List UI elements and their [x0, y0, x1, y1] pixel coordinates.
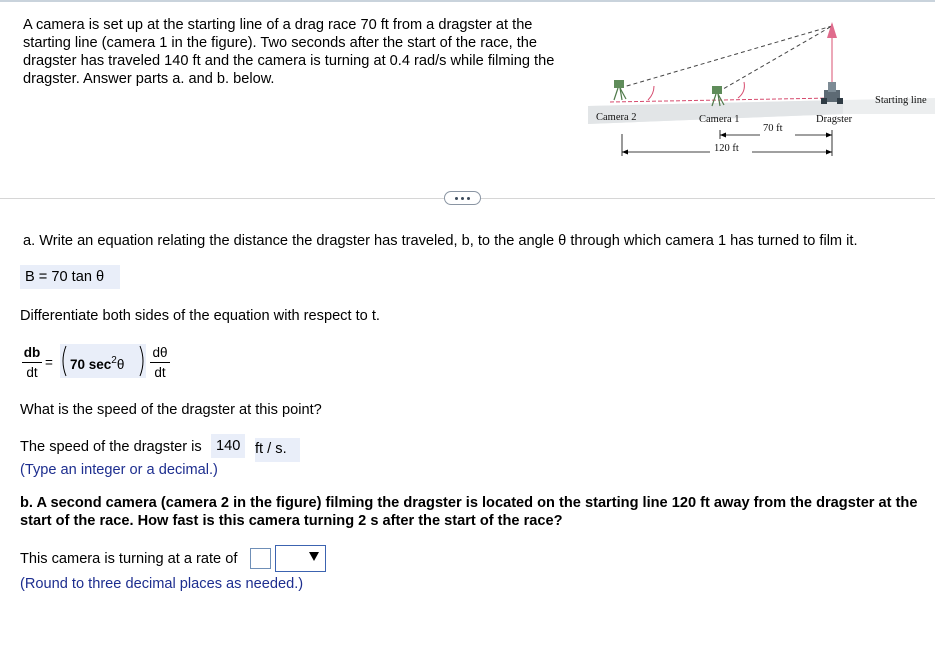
units-select[interactable] [275, 545, 326, 572]
dot-icon [461, 197, 464, 200]
lhs-denominator: dt [26, 365, 38, 380]
part-b-prompt: b. A second camera (camera 2 in the figure) filming the dragster is located on the starting line 120 ft away from the dragster at the start of the race. How fast is this camera turning 2 s after the start of the race? [20, 495, 918, 529]
lhs-fraction [22, 345, 42, 380]
camera1-label: Camera 1 [699, 114, 740, 125]
top-border [0, 0, 935, 2]
dot-icon [455, 197, 458, 200]
rhs-fraction [150, 345, 170, 380]
dot-icon [467, 197, 470, 200]
lhs-numerator: db [23, 345, 41, 360]
left-paren-icon [60, 344, 68, 378]
coefficient-answer [60, 344, 146, 378]
dragster-label: Dragster [816, 114, 853, 125]
rate-hint: (Round to three decimal places as needed.) [20, 576, 304, 592]
rate-input[interactable] [250, 548, 271, 569]
speed-prefix: The speed of the dragster is [20, 439, 202, 455]
coefficient-variable: θ [116, 357, 125, 372]
speed-answer [211, 434, 245, 458]
equals-sign: = [45, 355, 53, 370]
speed-units [255, 438, 300, 462]
speed-question: What is the speed of the dragster at this point? [20, 402, 322, 418]
problem-statement: A camera is set up at the starting line of a drag race 70 ft from a dragster at the starting line (camera 1 in the figure). Two seconds after the start of the race, the dragster has traveled 140 ft and the camera is turning at 0.4 rad/s while filming the dragster. Answer parts a. and b. below. [23, 17, 555, 87]
equation-answer-text: B = 70 tan θ [25, 269, 105, 285]
differentiate-prompt: Differentiate both sides of the equation with respect to t. [20, 308, 380, 324]
coefficient-text: 70 sec [70, 357, 112, 372]
equation-answer [20, 265, 120, 289]
dist-70-label: 70 ft [763, 123, 783, 134]
drag-race-figure [588, 14, 935, 164]
speed-hint: (Type an integer or a decimal.) [20, 462, 218, 478]
expand-more-button[interactable] [444, 191, 481, 205]
part-a-prompt: a. Write an equation relating the distance the dragster has traveled, b, to the angle θ through which camera 1 has turned to film it. [23, 233, 858, 249]
coefficient-exponent: 2 [111, 355, 117, 366]
rhs-denominator: dt [154, 365, 166, 380]
speed-units-text: ft / s. [255, 441, 287, 457]
dragster-icon [821, 82, 843, 104]
rhs-numerator: dθ [152, 345, 168, 360]
right-paren-icon [138, 344, 146, 378]
camera2-icon [614, 80, 626, 100]
dist-120-label: 120 ft [714, 143, 739, 154]
speed-answer-value: 140 [216, 438, 241, 454]
starting-line-label: Starting line [875, 95, 927, 106]
dropdown-arrow-icon [309, 552, 319, 561]
camera2-label: Camera 2 [596, 112, 637, 123]
rate-prefix: This camera is turning at a rate of [20, 551, 238, 567]
